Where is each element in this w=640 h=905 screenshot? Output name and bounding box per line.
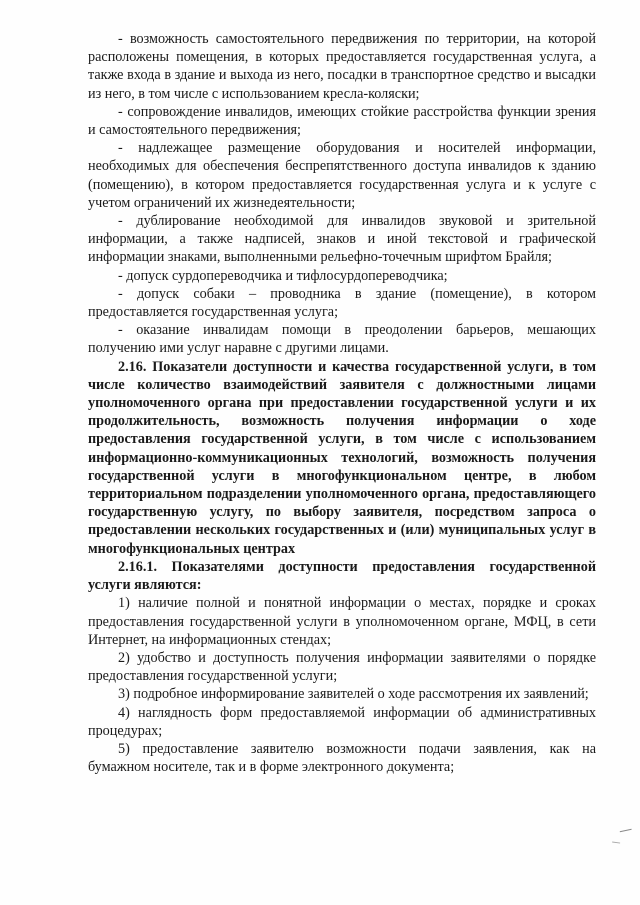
paragraph-1: - возможность самостоятельного передвижения по территории, на которой расположены помещения, в которых предоставляется государственная услуга, а также входа в здание и выхода из него, посадки в транспортное средство и высадки из него, в том числе с использованием кресла-коляски; [88,31,596,102]
paragraph-7: - оказание инвалидам помощи в преодолении барьеров, мешающих получению ими услуг наравне с другими лицами. [88,322,596,357]
paragraph-2: - сопровождение инвалидов, имеющих стойкие расстройства функции зрения и самостоятельного передвижения; [88,103,596,139]
paragraph-6: - допуск собаки – проводника в здание (помещение), в котором предоставляется государственная услуга; [88,285,596,321]
paragraph-item-2: 2) удобство и доступность получения информации заявителями о порядке предоставления государственной услуги; [88,649,596,685]
paragraph-item-3: 3) подробное информирование заявителей о ходе рассмотрения их заявлений; [118,686,589,703]
scan-speck [620,829,633,835]
section-heading-2-16: 2.16. Показатели доступности и качества государственной услуги, в том числе количество взаимодействий заявителя с должностными лицами уполномоченного органа при предоставлении государственной услуги и их продолжительность, возможность получения информации о ходе предоставления государственной услуги, в том числе с использованием информационно-коммуникационных технологий, возможность получения государственной услуги в многофункциональном центре, в любом территориальном подразделении уполномоченного органа, предоставляющего государственную услугу, по выбору заявителя, посредством запроса о предоставлении нескольких государственных и (или) муниципальных услуг в многофункциональных центрах [88,358,596,557]
scan-speck [612,841,620,845]
paragraph-4: - дублирование необходимой для инвалидов звуковой и зрительной информации, а также надписей, знаков и иной текстовой и графической информации знаками, выполненными рельефно-точечным шрифтом Брайля; [88,213,596,266]
paragraph-5: - допуск сурдопереводчика и тифлосурдопереводчика; [118,267,448,284]
paragraph-item-1: 1) наличие полной и понятной информации о местах, порядке и сроках предоставления государственной услуги в уполномоченном органе, МФЦ, в сети Интернет, на информационных стендах; [88,595,596,648]
paragraph-3: - надлежащее размещение оборудования и носителей информации, необходимых для обеспечения беспрепятственного доступа инвалидов к зданию (помещению), в котором предоставляется государственная услуга и к услуге с учетом ограничений их жизнедеятельности; [88,140,596,211]
document-body [88,30,596,776]
section-heading-2-16-1: 2.16.1. Показателями доступности предоставления государственной услуги являются: [88,558,596,594]
paragraph-item-5: 5) предоставление заявителю возможности подачи заявления, как на бумажном носителе, так и в форме электронного документа; [88,740,596,776]
paragraph-item-4: 4) наглядность форм предоставляемой информации об административных процедурах; [88,704,596,739]
